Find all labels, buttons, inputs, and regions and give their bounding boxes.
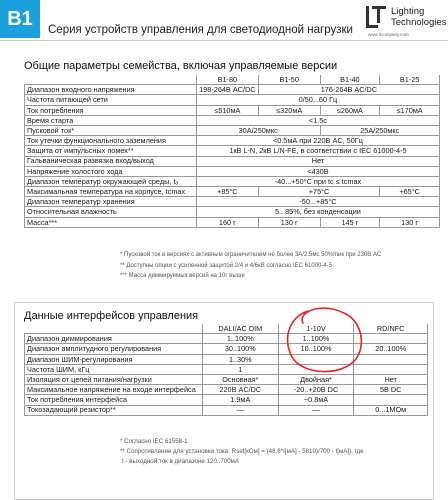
row-label: Относительная влажность [25, 207, 197, 217]
company-logo-icon [365, 4, 387, 30]
cell: 1 [202, 364, 278, 374]
cell: 1..100% [202, 334, 278, 344]
row-label: Время старта [25, 115, 197, 125]
row-label: Диапазон температур окружающей среды, tₐ [25, 176, 197, 186]
cell: 0...1МОм [354, 405, 428, 415]
footnote: * Пусковой ток в версиях с активным ограничителем не более 3А/2.5мс 50%Iпик при 230В AC [120, 252, 382, 258]
row-label: Напряжение холостого хода [25, 166, 197, 176]
cell: -40...+50°С при tc ≤ tcmax [196, 176, 439, 186]
row-label: Диапазон диммирования [25, 334, 203, 344]
cell: 0/50...60 Гц [196, 95, 439, 105]
series-title: Серия устройств управления для светодиодной нагрузки [48, 24, 353, 36]
cell: 5...85%, без конденсации [196, 207, 439, 217]
cell: Нет [196, 156, 439, 166]
row-label: Защита от импульсных помех** [25, 146, 197, 156]
row-label: Диапазон входного напряжения [25, 85, 197, 95]
cell: Нет [354, 374, 428, 384]
cell: <1.5с [196, 115, 439, 125]
footnote: ** Доступны опции с усиленной защитой 2/4 и 4/6кВ согласно IEC 61000-4-5 [120, 262, 333, 269]
cell: 220В AC/DC [202, 385, 278, 395]
col-header: B1-80 [196, 75, 258, 85]
footnote: ** Сопротивление для установки тока: Rset[кОм] = (48.6*I[мА] - 5810)/700 - I[мА]), где [120, 448, 364, 455]
row-label: Ток потребления интерфейса [25, 395, 203, 405]
cell [278, 354, 354, 364]
table-row [25, 95, 440, 105]
row-label: Ток утечки функционального заземления [25, 136, 197, 146]
cell: -50...+85°С [196, 197, 439, 207]
cell: 130 г [380, 217, 440, 227]
col-header: 1-10V [278, 324, 354, 334]
footnote: *** Масса диммируемых версий на 10г выше [120, 273, 245, 279]
cell: 1кВ L-N, 2кВ L/N-FE, в соответствии с IEC 61000-4-5 [196, 146, 439, 156]
table-row [25, 115, 440, 125]
cell: 30..100% [202, 344, 278, 354]
cell: <430В [196, 166, 439, 176]
cell [278, 364, 354, 374]
row-label: Диапазон температур хранения [25, 197, 197, 207]
row-label: Изоляция от цепей питания/нагрузки [25, 374, 203, 384]
table-row [25, 166, 440, 176]
row-label: Диапазон ШИМ-регулирования [25, 354, 203, 364]
footnote: I - выходной ток в диапазоне 120..700мА [122, 458, 240, 465]
cell: +65°С [380, 187, 440, 197]
table-row [25, 146, 440, 156]
row-label: Ток потребления [25, 105, 197, 115]
table-row [25, 374, 428, 384]
cell: +75°С [258, 187, 379, 197]
cell [354, 395, 428, 405]
table-row [25, 334, 428, 344]
row-label: Гальваническая развязка вход/выход [25, 156, 197, 166]
table-row [25, 217, 440, 227]
cell: ≤170мА [380, 105, 440, 115]
cell: 1.9мА [202, 395, 278, 405]
row-label: Максимальное напряжение на входе интерфейса [25, 385, 203, 395]
cell: 1..30% [202, 354, 278, 364]
logo-text-lighting: Lighting [391, 6, 425, 17]
cell: 30А/250мкс [196, 125, 320, 135]
table-row [25, 405, 428, 415]
cell: 130 г [258, 217, 320, 227]
cell: 176-264В AC/DC [258, 85, 439, 95]
cell: ≤510мА [196, 105, 258, 115]
table-row [25, 156, 440, 166]
row-label: Масса*** [25, 217, 197, 227]
table-row [25, 105, 440, 115]
cell: <0.5мА при 220В AC, 50Гц [196, 136, 439, 146]
interfaces-header-row [25, 324, 428, 334]
table-row [25, 197, 440, 207]
row-label: Токозадающий резистор** [25, 405, 203, 415]
cell: ≤260мА [320, 105, 380, 115]
row-label: Частота питающей сети [25, 95, 197, 105]
row-label: Максимальная температура на корпусе, tcmax [25, 187, 197, 197]
cell: Двойная* [278, 374, 354, 384]
col-header: B1-25 [380, 75, 440, 85]
table-row [25, 187, 440, 197]
cell: +85°С [196, 187, 258, 197]
params-section-title: Общие параметры семейства, включая управляемые версии [24, 60, 338, 72]
cell: 5В DC [354, 385, 428, 395]
col-header: B1-40 [320, 75, 380, 85]
cell: ~0.8мА [278, 395, 354, 405]
col-header: DALI/AC DIM [202, 324, 278, 334]
table-row [25, 136, 440, 146]
row-label: Диапазон амплитудного регулирования [25, 344, 203, 354]
series-badge: B1 [0, 0, 40, 38]
cell: 160 г [196, 217, 258, 227]
cell: -20..+20В DC [278, 385, 354, 395]
interfaces-footnotes [120, 437, 364, 467]
table-row [25, 207, 440, 217]
table-row [25, 176, 440, 186]
table-row [25, 395, 428, 405]
table-row [25, 385, 428, 395]
cell: — [202, 405, 278, 415]
params-footnotes [120, 250, 381, 282]
logo-url[interactable]: www.ltcompany.com [368, 32, 409, 37]
interfaces-table [24, 324, 428, 416]
cell: 25А/250мкс [320, 125, 439, 135]
cell [354, 334, 428, 344]
interfaces-section-title: Данные интерфейсов управления [24, 310, 199, 322]
table-row [25, 354, 428, 364]
footnote: * Согласно IEC 61558-1 [120, 438, 188, 445]
cell: 20..100% [354, 344, 428, 354]
cell [354, 364, 428, 374]
cell: Основная* [202, 374, 278, 384]
cell: 1..100% [278, 334, 354, 344]
row-label: Пусковой ток* [25, 125, 197, 135]
col-header: RD/NFC [354, 324, 428, 334]
row-label: Частота ШИМ, кГц [25, 364, 203, 374]
params-header-row [25, 75, 440, 85]
table-row [25, 85, 440, 95]
cell: ≤320мА [258, 105, 320, 115]
cell [354, 354, 428, 364]
table-row [25, 125, 440, 135]
cell: 145 г [320, 217, 380, 227]
table-row [25, 364, 428, 374]
col-header: B1-50 [258, 75, 320, 85]
header-divider [0, 40, 448, 41]
cell: 10..100% [278, 344, 354, 354]
params-table [24, 75, 440, 228]
logo-text-technologies: Technologies [391, 17, 447, 28]
table-row [25, 344, 428, 354]
cell: — [278, 405, 354, 415]
cell: 198-264В AC/DC [196, 85, 258, 95]
